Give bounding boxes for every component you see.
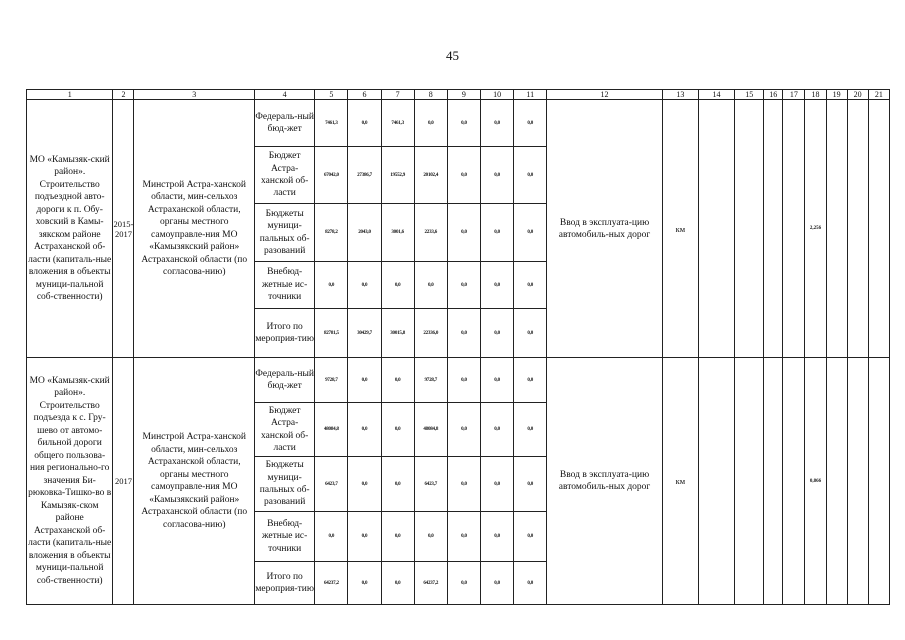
funding-value: 64237,2: [414, 562, 447, 605]
page-number: 45: [446, 48, 459, 63]
funding-value: 0,0: [514, 562, 547, 605]
funding-value: 0,0: [414, 262, 447, 309]
target-value-cell: [826, 358, 847, 605]
funding-value: 7461,3: [381, 100, 414, 147]
funding-source: Внебюд-жетные ис-точники: [255, 262, 315, 309]
funding-value: 22336,0: [414, 309, 447, 358]
column-number: 17: [783, 90, 805, 100]
funding-value: 0,0: [447, 512, 480, 562]
funding-value: 0,0: [481, 358, 514, 403]
funding-value: 0,0: [414, 100, 447, 147]
measure-description: МО «Камызяк-ский район». Строительство подъезда к с. Гру-шево от автомо-бильной дороги общего пользова-ния регионально-го значения Би-рюковка-Тишко-во в Камызяк-ском районе Астраханской об-ласти (капиталь-ные вложения в объекты муници-пальной соб-ственности): [27, 358, 113, 605]
funding-value: 0,0: [447, 147, 480, 204]
column-number: 12: [547, 90, 663, 100]
funding-source: Итого по мероприя-тию: [255, 309, 315, 358]
target-value-col18: 0,866: [805, 358, 826, 605]
target-value-col18: 2,256: [805, 100, 826, 358]
funding-value: 48084,8: [315, 403, 348, 457]
column-number: 9: [447, 90, 480, 100]
funding-source: Бюджеты муници-пальных об-разований: [255, 457, 315, 512]
funding-value: 0,0: [414, 512, 447, 562]
responsible-executors: Минстрой Астра-ханской области, мин-сельхоз Астраханской области, органы местного самоуправле-ния МО «Камызякский район» Астраханской области (по согласова-нию): [134, 358, 255, 605]
target-value-cell: [826, 100, 847, 358]
column-number: 18: [805, 90, 826, 100]
indicator-name: Ввод в эксплуата-цию автомобиль-ных дорог: [547, 358, 663, 605]
funding-source: Федераль-ный бюд-жет: [255, 358, 315, 403]
target-value-cell: [847, 100, 868, 358]
implementation-period: 2015-2017: [113, 100, 134, 358]
funding-value: 0,0: [481, 100, 514, 147]
column-number: 13: [662, 90, 698, 100]
funding-value: 2233,6: [414, 204, 447, 262]
funding-value: 9728,7: [414, 358, 447, 403]
funding-value: 8278,2: [315, 204, 348, 262]
column-number: 6: [348, 90, 381, 100]
funding-value: 0,0: [514, 403, 547, 457]
column-number: 4: [255, 90, 315, 100]
funding-value: 0,0: [315, 512, 348, 562]
indicator-unit: км: [662, 100, 698, 358]
column-number: 7: [381, 90, 414, 100]
funding-value: 0,0: [481, 457, 514, 512]
funding-value: 0,0: [514, 309, 547, 358]
target-value-cell: [868, 358, 889, 605]
column-number: 1: [27, 90, 113, 100]
funding-value: 64237,2: [315, 562, 348, 605]
column-number: 21: [868, 90, 889, 100]
funding-value: 6423,7: [414, 457, 447, 512]
funding-value: 0,0: [481, 204, 514, 262]
target-value-cell: [764, 358, 783, 605]
funding-value: 0,0: [481, 403, 514, 457]
target-value-cell: [698, 100, 734, 358]
funding-value: 0,0: [514, 262, 547, 309]
funding-value: 0,0: [447, 309, 480, 358]
column-number: 3: [134, 90, 255, 100]
funding-value: 0,0: [514, 358, 547, 403]
program-measures-table: [26, 89, 890, 605]
column-number: 11: [514, 90, 547, 100]
column-number: 16: [764, 90, 783, 100]
funding-value: 0,0: [381, 262, 414, 309]
funding-value: 9728,7: [315, 358, 348, 403]
funding-value: 3001,6: [381, 204, 414, 262]
funding-value: 0,0: [447, 262, 480, 309]
funding-value: 0,0: [481, 262, 514, 309]
funding-value: 0,0: [381, 358, 414, 403]
funding-value: 0,0: [481, 309, 514, 358]
funding-value: 0,0: [514, 457, 547, 512]
funding-value: 0,0: [447, 562, 480, 605]
responsible-executors: Минстрой Астра-ханской области, мин-сельхоз Астраханской области, органы местного самоуправле-ния МО «Камызякский район» Астраханской области (по согласова-нию): [134, 100, 255, 358]
funding-source: Бюджеты муници-пальных об-разований: [255, 204, 315, 262]
funding-source: Бюджет Астра-ханской об-ласти: [255, 147, 315, 204]
table-body: [27, 100, 890, 605]
funding-value: 30015,8: [381, 309, 414, 358]
table-row: [27, 358, 890, 403]
column-number: 2: [113, 90, 134, 100]
funding-value: 0,0: [348, 262, 381, 309]
target-value-cell: [735, 358, 764, 605]
funding-value: 67042,0: [315, 147, 348, 204]
funding-value: 48084,8: [414, 403, 447, 457]
funding-value: 0,0: [381, 403, 414, 457]
funding-value: 0,0: [514, 204, 547, 262]
target-value-cell: [698, 358, 734, 605]
funding-value: 0,0: [381, 512, 414, 562]
funding-value: 0,0: [514, 100, 547, 147]
funding-value: 0,0: [381, 562, 414, 605]
funding-value: 2043,0: [348, 204, 381, 262]
funding-value: 0,0: [447, 358, 480, 403]
target-value-cell: [783, 100, 805, 358]
funding-value: 0,0: [481, 562, 514, 605]
target-value-cell: [735, 100, 764, 358]
column-number: 10: [481, 90, 514, 100]
funding-value: 30429,7: [348, 309, 381, 358]
funding-value: 0,0: [348, 512, 381, 562]
column-number: 20: [847, 90, 868, 100]
column-number: 15: [735, 90, 764, 100]
funding-value: 6423,7: [315, 457, 348, 512]
indicator-unit: км: [662, 358, 698, 605]
target-value-cell: [868, 100, 889, 358]
funding-source: Федераль-ный бюд-жет: [255, 100, 315, 147]
target-value-cell: [764, 100, 783, 358]
funding-value: 0,0: [348, 457, 381, 512]
column-number: 19: [826, 90, 847, 100]
implementation-period: 2017: [113, 358, 134, 605]
measure-description: МО «Камызяк-ский район». Строительство подъездной авто-дороги к п. Обу-ховский в Камы-зякском районе Астраханской об-ласти (капиталь-ные вложения в объекты муници-пальной соб-ственности): [27, 100, 113, 358]
funding-source: Итого по мероприя-тию: [255, 562, 315, 605]
funding-value: 0,0: [348, 358, 381, 403]
indicator-name: Ввод в эксплуата-цию автомобиль-ных дорог: [547, 100, 663, 358]
funding-value: 82781,5: [315, 309, 348, 358]
target-value-cell: [783, 358, 805, 605]
funding-value: 0,0: [348, 403, 381, 457]
funding-value: 0,0: [447, 403, 480, 457]
table-row: [27, 100, 890, 147]
funding-value: 0,0: [514, 147, 547, 204]
funding-value: 0,0: [481, 512, 514, 562]
funding-value: 0,0: [315, 262, 348, 309]
column-number-row: [27, 90, 890, 100]
funding-value: 0,0: [514, 512, 547, 562]
funding-value: 7461,3: [315, 100, 348, 147]
funding-value: 0,0: [481, 147, 514, 204]
funding-value: 0,0: [381, 457, 414, 512]
funding-value: 27386,7: [348, 147, 381, 204]
funding-source: Внебюд-жетные ис-точники: [255, 512, 315, 562]
funding-value: 20102,4: [414, 147, 447, 204]
funding-value: 0,0: [348, 562, 381, 605]
funding-value: 0,0: [447, 457, 480, 512]
funding-value: 0,0: [447, 204, 480, 262]
funding-value: 0,0: [348, 100, 381, 147]
column-number: 5: [315, 90, 348, 100]
funding-value: 0,0: [447, 100, 480, 147]
column-number: 14: [698, 90, 734, 100]
target-value-cell: [847, 358, 868, 605]
funding-value: 19552,9: [381, 147, 414, 204]
column-number: 8: [414, 90, 447, 100]
funding-source: Бюджет Астра-ханской об-ласти: [255, 403, 315, 457]
